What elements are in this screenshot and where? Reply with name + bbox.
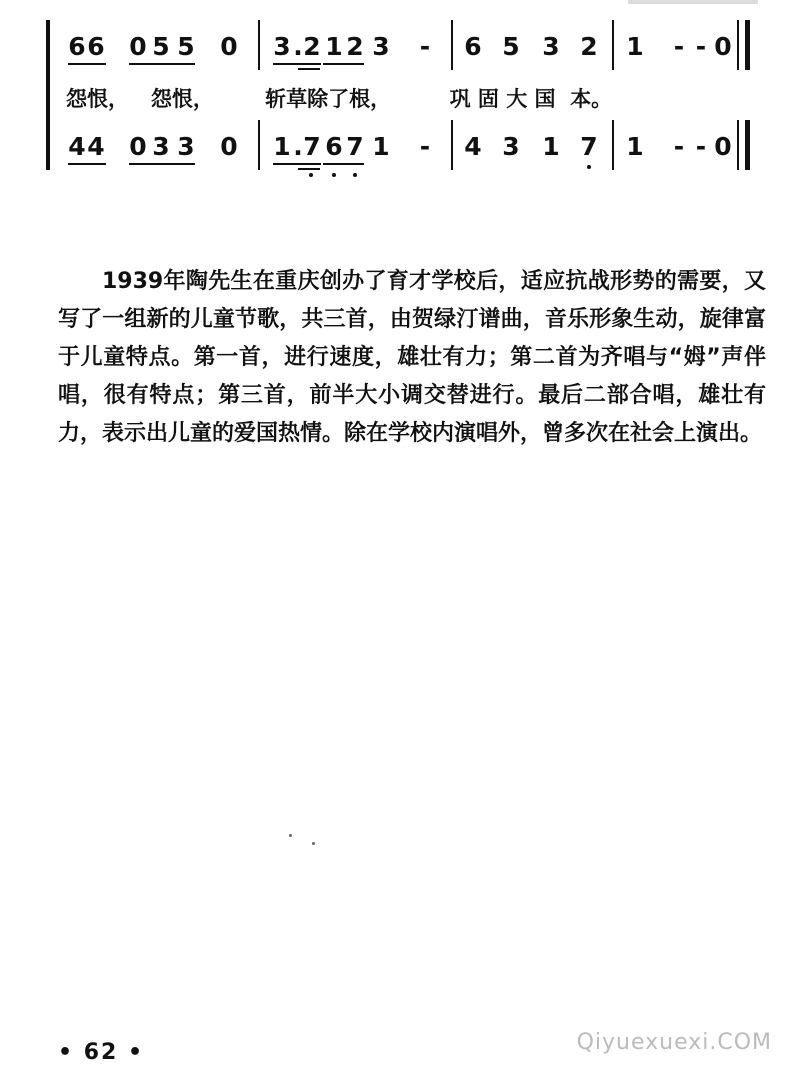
note: 1 xyxy=(273,132,291,161)
duration-underline xyxy=(68,63,106,65)
octave-dot xyxy=(309,173,313,177)
note: 5 xyxy=(152,32,170,61)
note: 6 xyxy=(464,32,482,61)
note: 1 xyxy=(626,132,644,161)
duration-underline xyxy=(68,163,106,165)
note: 5 xyxy=(177,32,195,61)
article-paragraph: 1939年陶先生在重庆创办了育才学校后，适应抗战形势的需要，又写了一组新的儿童节歌，共三首，由贺绿汀谱曲，音乐形象生动，旋律富于儿童特点。第一首，进行速度，雄壮有力；第二首为齐唱与“姆”声伴唱，很有特点；第三首，前半大小调交替进行。最后二部合唱，雄壮有力，表示出儿童的爱国热情。除在学校内演唱外，曾多次在社会上演出。 xyxy=(58,269,766,446)
note: 7 xyxy=(303,132,321,161)
note: 4 xyxy=(68,132,86,161)
note: 0 xyxy=(714,32,732,61)
note: 1 xyxy=(542,132,560,161)
duration-underline xyxy=(129,63,195,65)
scan-edge-mark xyxy=(628,0,758,4)
lower-voice-notes xyxy=(0,132,810,172)
note: . xyxy=(293,132,303,161)
lyrics-line: 怨恨， 怨恨， 斩草除了根， 巩 固 大 国 本。 xyxy=(66,87,613,111)
duration-underline xyxy=(129,163,195,165)
duration-underline xyxy=(298,68,320,70)
note: - xyxy=(673,132,685,161)
site-watermark: Qiyuexuexi.COM xyxy=(576,1030,772,1055)
music-score xyxy=(0,0,810,180)
article-text xyxy=(58,263,766,453)
duration-underline xyxy=(323,163,364,165)
note: 6 xyxy=(325,132,343,161)
note: 2 xyxy=(346,32,364,61)
duration-underline xyxy=(323,63,364,65)
note: 3 xyxy=(177,132,195,161)
note: . xyxy=(293,32,303,61)
duration-underline xyxy=(298,168,320,170)
note: 2 xyxy=(303,32,321,61)
note: 6 xyxy=(68,32,86,61)
note: - xyxy=(419,132,431,161)
note: 3 xyxy=(152,132,170,161)
note: - xyxy=(419,32,431,61)
octave-dot xyxy=(587,165,591,169)
note: 1 xyxy=(626,32,644,61)
octave-dot xyxy=(332,173,336,177)
note: 1 xyxy=(325,32,343,61)
note: - xyxy=(673,32,685,61)
note: 7 xyxy=(580,132,598,161)
note: 3 xyxy=(273,32,291,61)
page-number: • 62 • xyxy=(58,1040,145,1065)
note: 0 xyxy=(129,132,147,161)
note: 4 xyxy=(87,132,105,161)
upper-voice-notes xyxy=(0,32,810,72)
octave-dot xyxy=(353,173,357,177)
note: 3 xyxy=(372,32,390,61)
duration-underline xyxy=(273,63,321,65)
note: 3 xyxy=(502,132,520,161)
note: 4 xyxy=(464,132,482,161)
note: 7 xyxy=(346,132,364,161)
note: - xyxy=(695,32,707,61)
note: 0 xyxy=(129,32,147,61)
note: 0 xyxy=(220,32,238,61)
scan-speck xyxy=(289,834,292,837)
note: 6 xyxy=(87,32,105,61)
note: 1 xyxy=(372,132,390,161)
note: 2 xyxy=(580,32,598,61)
note: 3 xyxy=(542,32,560,61)
duration-underline xyxy=(273,163,321,165)
note: - xyxy=(695,132,707,161)
note: 0 xyxy=(714,132,732,161)
scan-speck xyxy=(312,842,315,845)
note: 0 xyxy=(220,132,238,161)
note: 5 xyxy=(502,32,520,61)
